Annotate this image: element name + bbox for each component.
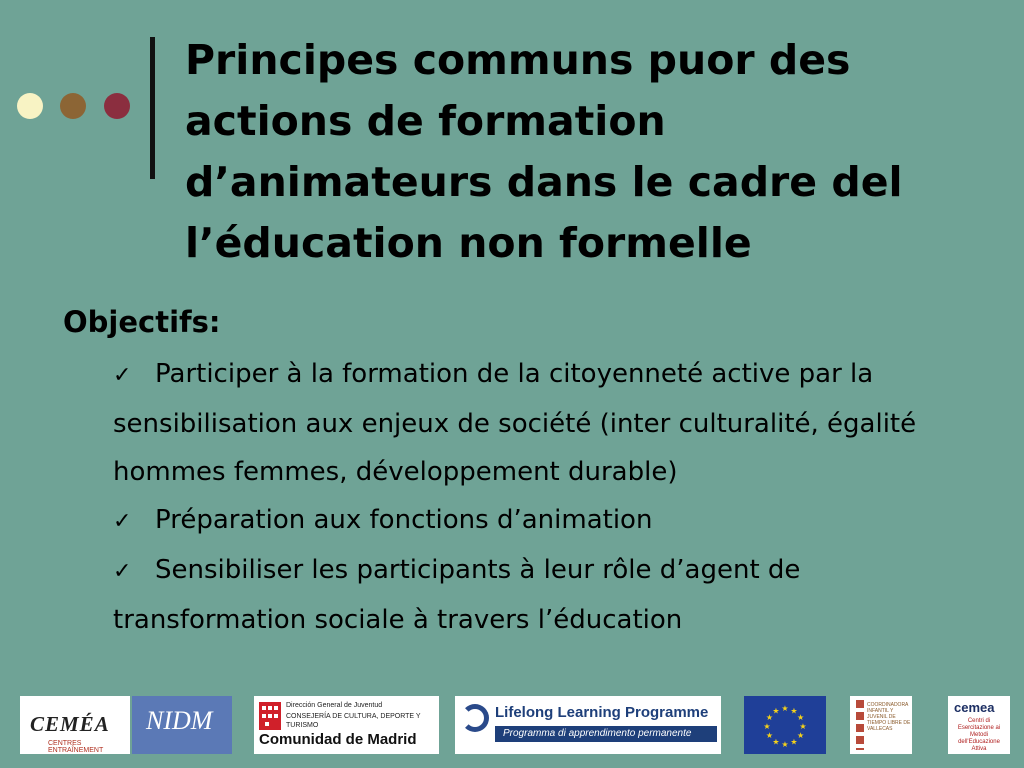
llp-logo-title: Lifelong Learning Programme: [495, 704, 709, 721]
list-item: [113, 546, 983, 644]
eu-stars: [744, 696, 826, 754]
cemea-logo-subtext: CENTRES ENTRAÎNEMENT: [48, 740, 104, 754]
eu-star-icon: ★: [765, 731, 773, 740]
eu-star-icon: ★: [772, 706, 780, 716]
list-item: [113, 350, 983, 496]
eu-star-icon: ★: [790, 737, 798, 747]
eu-star-icon: ★: [799, 722, 807, 731]
eu-star-icon: ★: [797, 713, 805, 722]
madrid-logo-line2: CONSEJERÍA DE CULTURA, DEPORTE Y TURISMO: [286, 713, 421, 729]
nidm-logo-text: NIDM: [146, 706, 213, 735]
bullet-text: Préparation aux fonctions d’animation: [155, 505, 653, 535]
objectives-heading: Objectifs:: [63, 305, 221, 339]
coordinadora-logo: [850, 696, 912, 754]
coordinadora-logo-text: COORDINADORA INFANTIL Y JUVENIL DE TIEMPO LIBRE DE VALLECAS: [867, 702, 911, 732]
eu-star-icon: ★: [763, 722, 771, 731]
cemea-italia-logo: [948, 696, 1010, 754]
madrid-logo-name: Comunidad de Madrid: [259, 731, 417, 748]
bullet-text: Participer à la formation de la citoyenneté active par la sensibilisation aux enjeux de société (inter culturalité, égalité hommes femmes, développement durable): [113, 359, 917, 487]
decor-dot-red: [104, 93, 130, 119]
objectives-list: [113, 350, 983, 644]
eu-star-icon: ★: [790, 706, 798, 716]
partner-logos-strip: [0, 696, 1024, 756]
madrid-flag-icon: [259, 702, 281, 730]
cemea-italia-logo-title: cemea: [954, 700, 995, 715]
madrid-logo-line1: Dirección General de Juventud: [286, 702, 383, 709]
title-divider: [150, 37, 155, 179]
list-item: [113, 496, 983, 546]
comunidad-madrid-logo: [254, 696, 439, 754]
slide-title: Principes communs puor des actions de formation d’animateurs dans le cadre del l’éducation non formelle: [185, 36, 903, 267]
eu-star-icon: ★: [781, 740, 789, 749]
eu-flag-icon: [744, 696, 826, 754]
eu-star-icon: ★: [765, 713, 773, 722]
cemea-italia-logo-subtext: Centri di Esercitazione ai Metodi dell'Educazione Attiva: [957, 718, 1001, 752]
checkmark-icon: ✓: [113, 559, 132, 584]
checkmark-icon: ✓: [113, 509, 132, 534]
coordinadora-stripe-icon: [856, 700, 864, 750]
eu-star-icon: ★: [797, 731, 805, 740]
decor-dot-brown: [60, 93, 86, 119]
bullet-text: Sensibiliser les participants à leur rôle d’agent de transformation sociale à travers l’éducation: [113, 555, 801, 635]
decor-dot-cream: [17, 93, 43, 119]
nidm-logo: [132, 696, 232, 754]
checkmark-icon: ✓: [113, 363, 132, 388]
eu-star-icon: ★: [772, 737, 780, 747]
llp-logo-subtitle: Programma di apprendimento permanente: [495, 726, 717, 742]
cemea-logo: [20, 696, 130, 754]
llp-wave-icon: [461, 704, 489, 732]
eu-star-icon: ★: [781, 704, 789, 713]
lifelong-learning-logo: [455, 696, 721, 754]
cemea-logo-text: CEMÉA: [30, 712, 110, 736]
